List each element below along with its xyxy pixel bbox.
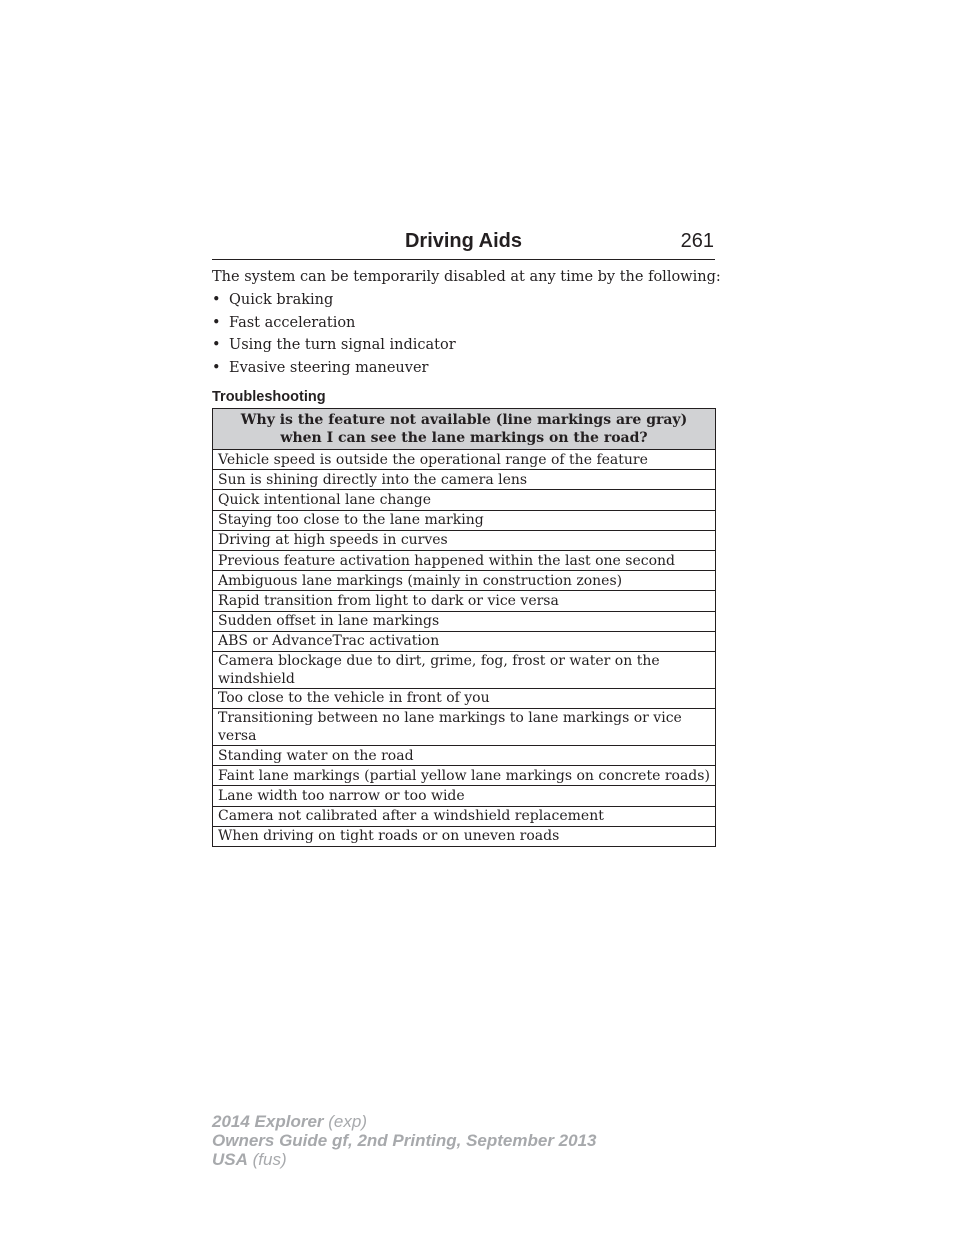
footer-line-guide: Owners Guide gf, 2nd Printing, September 2013	[212, 1131, 597, 1150]
table-cell: Driving at high speeds in curves	[213, 530, 716, 550]
table-row	[213, 688, 716, 708]
list-item: • Evasive steering maneuver	[212, 360, 429, 377]
list-item: • Using the turn signal indicator	[212, 337, 456, 354]
section-title: Driving Aids	[404, 230, 523, 252]
table-cell: Camera blockage due to dirt, grime, fog, frost or water on the windshield	[213, 651, 716, 688]
table-row	[213, 591, 716, 611]
table-row	[213, 806, 716, 826]
troubleshooting-table	[212, 408, 716, 847]
bullet-icon: •	[212, 314, 221, 331]
table-row	[213, 571, 716, 591]
table-cell: Quick intentional lane change	[213, 490, 716, 510]
table-row	[213, 786, 716, 806]
troubleshooting-heading: Troubleshooting	[212, 389, 326, 405]
table-cell: Sudden offset in lane markings	[213, 611, 716, 631]
table-cell: Previous feature activation happened within the last one second	[213, 550, 716, 570]
table-row	[213, 631, 716, 651]
table-cell: Ambiguous lane markings (mainly in construction zones)	[213, 571, 716, 591]
table-row	[213, 826, 716, 846]
table-cell: Faint lane markings (partial yellow lane markings on concrete roads)	[213, 766, 716, 786]
bullet-icon: •	[212, 292, 221, 308]
table-cell: Vehicle speed is outside the operational range of the feature	[213, 450, 716, 470]
page-header	[212, 228, 715, 260]
table-cell: Too close to the vehicle in front of you	[213, 688, 716, 708]
table-cell: Camera not calibrated after a windshield replacement	[213, 806, 716, 826]
table-row	[213, 450, 716, 470]
table-row	[213, 611, 716, 631]
document-footer	[212, 1112, 596, 1169]
table-cell: When driving on tight roads or on uneven roads	[213, 826, 716, 846]
table-row	[213, 651, 716, 688]
bullet-icon: •	[212, 337, 221, 354]
bullet-icon: •	[212, 360, 221, 377]
page-number: 261	[680, 230, 714, 252]
table-row	[213, 510, 716, 530]
table-cell: Standing water on the road	[213, 746, 716, 766]
intro-paragraph: The system can be temporarily disabled at any time by the following:	[212, 269, 721, 285]
list-item: • Fast acceleration	[212, 314, 356, 331]
disable-conditions-list	[212, 290, 456, 381]
table-row	[213, 766, 716, 786]
table-cell: Lane width too narrow or too wide	[213, 786, 716, 806]
table-row	[213, 550, 716, 570]
table-row	[213, 530, 716, 550]
table-row	[213, 490, 716, 510]
table-row	[213, 746, 716, 766]
table-header: Why is the feature not available (line markings are gray) when I can see the lane markings on the road?	[213, 409, 716, 450]
table-cell: ABS or AdvanceTrac activation	[213, 631, 716, 651]
list-item: • Quick braking	[212, 292, 334, 308]
table-cell: Transitioning between no lane markings to lane markings or vice versa	[213, 709, 716, 746]
table-cell: Sun is shining directly into the camera lens	[213, 470, 716, 490]
table-cell: Staying too close to the lane marking	[213, 510, 716, 530]
footer-line-model: 2014 Explorer (exp)	[212, 1112, 367, 1131]
table-row	[213, 709, 716, 746]
table-cell: Rapid transition from light to dark or vice versa	[213, 591, 716, 611]
footer-line-region: USA (fus)	[212, 1150, 287, 1169]
table-row	[213, 470, 716, 490]
